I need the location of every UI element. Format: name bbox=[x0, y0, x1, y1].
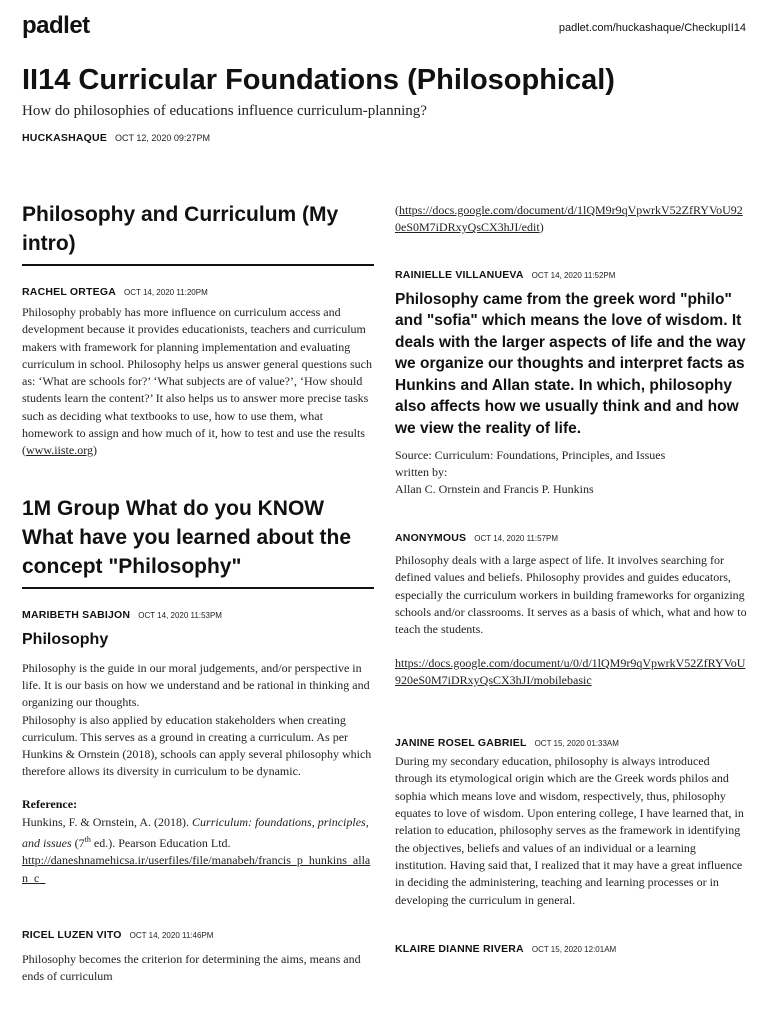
post-author: ANONYMOUS bbox=[395, 532, 467, 545]
post-body: Philosophy deals with a large aspect of life. It involves searching for defined values and beliefs. Philosophy provides and guides educators, especially the curriculum workers in building frameworks for organizing schools and/or classrooms. It serves as a basis of which, what and how to teach the students. bbox=[395, 553, 747, 637]
post-author: RICEL LUZEN VITO bbox=[22, 928, 122, 941]
post-date: OCT 14, 2020 11:53PM bbox=[138, 610, 222, 620]
board-author: HUCKASHAQUE bbox=[22, 132, 108, 144]
post-meta bbox=[22, 607, 374, 623]
post-date: OCT 15, 2020 01:33AM bbox=[534, 739, 619, 749]
source-line: written by: bbox=[395, 465, 448, 480]
source-line: Allan C. Ornstein and Francis P. Hunkins bbox=[395, 482, 594, 497]
post-meta bbox=[22, 927, 374, 943]
post-author: RAINIELLE VILLANUEVA bbox=[395, 268, 524, 281]
board-subtitle: How do philosophies of educations influence curriculum-planning? bbox=[22, 103, 427, 119]
section-title-group: 1M Group What do you KNOW What have you learned about the concept "Philosophy" bbox=[22, 494, 374, 589]
post-meta bbox=[395, 267, 747, 283]
ref-edition: (7 bbox=[71, 836, 85, 851]
top-bar bbox=[0, 0, 768, 52]
source-line: Source: Curriculum: Foundations, Principles, and Issues bbox=[395, 448, 666, 463]
post-body-end: ) bbox=[93, 443, 97, 458]
post-meta bbox=[395, 735, 747, 751]
ref-edition-close: ed.). Pearson Education Ltd. bbox=[90, 836, 231, 851]
source-block bbox=[395, 447, 747, 498]
paren-close: ) bbox=[539, 220, 544, 235]
post-date: OCT 14, 2020 11:57PM bbox=[474, 534, 558, 544]
post-body-text-2: Philosophy is also applied by education stakeholders when creating curriculum. This serves as a ground in creating a curriculum. As per Hunkins & Ornstein (2018), schools can apply several philosophy which therefore allows its diversity in curriculum to be dynamic. bbox=[22, 712, 372, 779]
paren-open: ( bbox=[395, 203, 399, 217]
iiste-link[interactable]: www.iiste.org bbox=[26, 443, 93, 458]
post-title: Philosophy came from the greek word "philo" and "sofia" which means the love of wisdom. It deals with the larger aspects of life and the way we organize our thoughts and interpret facts as Hunkins and Allan state. In which, philosophy also affects how we usually think and and how we view the reality of life. bbox=[395, 290, 746, 437]
ref-authors: Hunkins, F. & Ornstein, A. (2018). bbox=[22, 814, 193, 829]
post-meta bbox=[395, 530, 747, 546]
left-column bbox=[22, 200, 374, 986]
post-author: RACHEL ORTEGA bbox=[22, 286, 116, 298]
post-title: Philosophy bbox=[22, 630, 109, 648]
reference-text bbox=[22, 814, 374, 887]
post-date: OCT 14, 2020 11:46PM bbox=[129, 930, 214, 940]
post-body bbox=[22, 660, 374, 781]
ref-title: Curriculum: foundations, principles, and issues bbox=[22, 814, 369, 851]
google-doc-link-line bbox=[395, 202, 747, 237]
post-body-text: Philosophy is the guide in our moral judgements, and/or perspective in life. It is our basis on how we understand and be rational in thinking and organizing our thoughts. bbox=[22, 660, 370, 710]
post-date: OCT 14, 2020 11:20PM bbox=[124, 288, 208, 297]
board-meta bbox=[22, 132, 210, 144]
post-meta bbox=[395, 941, 747, 957]
padlet-logo[interactable]: padlet bbox=[22, 12, 90, 39]
reference-label: Reference: bbox=[22, 796, 78, 811]
board-title: II14 Curricular Foundations (Philosophical) bbox=[22, 64, 615, 96]
post-author: KLAIRE DIANNE RIVERA bbox=[395, 942, 524, 955]
post-author: JANINE ROSEL GABRIEL bbox=[395, 737, 527, 750]
post-body: During my secondary education, philosophy is always introduced through its etymological origin which are the Greek words philos and sophia which means love and wisdom, respectively, thus, philosophy equates to love of wisdom. Upon entering college, I have learned that, in relation to education, philosophy serves as the framework in identifying the objectives, beliefs and values of an individual or a learning institution. Having said that, I realized that it may have a great influence in deciding the administering, teaching and learning processes or in developing the curriculum in general. bbox=[395, 754, 744, 907]
ref-edition-sup: th bbox=[84, 835, 91, 845]
google-doc-mobile-link[interactable]: https://docs.google.com/document/u/0/d/1lQM9r9qVpwrkV52ZfRYVoU920eS0M7iDRxyQsCX3hJI/mobilebasic bbox=[395, 655, 746, 687]
section-title-intro: Philosophy and Curriculum (My intro) bbox=[22, 200, 374, 266]
post-body-text: Philosophy probably has more influence on curriculum access and development because it provides educationists, teachers and curriculum makers with framework for planning implementation and evaluating curriculum in school. Philosophy helps us answer general questions such as: ‘What are schools for?’ ‘What subjects are of value?’, ‘How should students learn the content?’ It also helps us to answer more precise tasks such as deciding what textbooks to use, how to use them, what homework to assign and how much of it, how to test and use the results ( bbox=[22, 305, 372, 458]
post-date: OCT 15, 2020 12:01AM bbox=[531, 944, 617, 954]
page-url[interactable]: padlet.com/huckashaque/CheckupII14 bbox=[558, 22, 746, 34]
reference-link[interactable]: http://daneshnamehicsa.ir/userfiles/file/manabeh/francis_p_hunkins_allan_c_ bbox=[22, 853, 371, 885]
post-link-line bbox=[395, 655, 747, 690]
post-meta bbox=[22, 284, 374, 300]
post-body: Philosophy becomes the criterion for determining the aims, means and ends of curriculum bbox=[22, 951, 361, 984]
post-author: MARIBETH SABIJON bbox=[22, 608, 131, 621]
post-date: OCT 14, 2020 11:52PM bbox=[531, 270, 616, 280]
google-doc-link[interactable]: https://docs.google.com/document/d/1lQM9r9qVpwrkV52ZfRYVoU920eS0M7iDRxyQsCX3hJI/edit bbox=[395, 203, 743, 235]
post-body bbox=[22, 304, 374, 460]
right-column bbox=[395, 200, 747, 957]
board-date: OCT 12, 2020 09:27PM bbox=[115, 133, 210, 143]
